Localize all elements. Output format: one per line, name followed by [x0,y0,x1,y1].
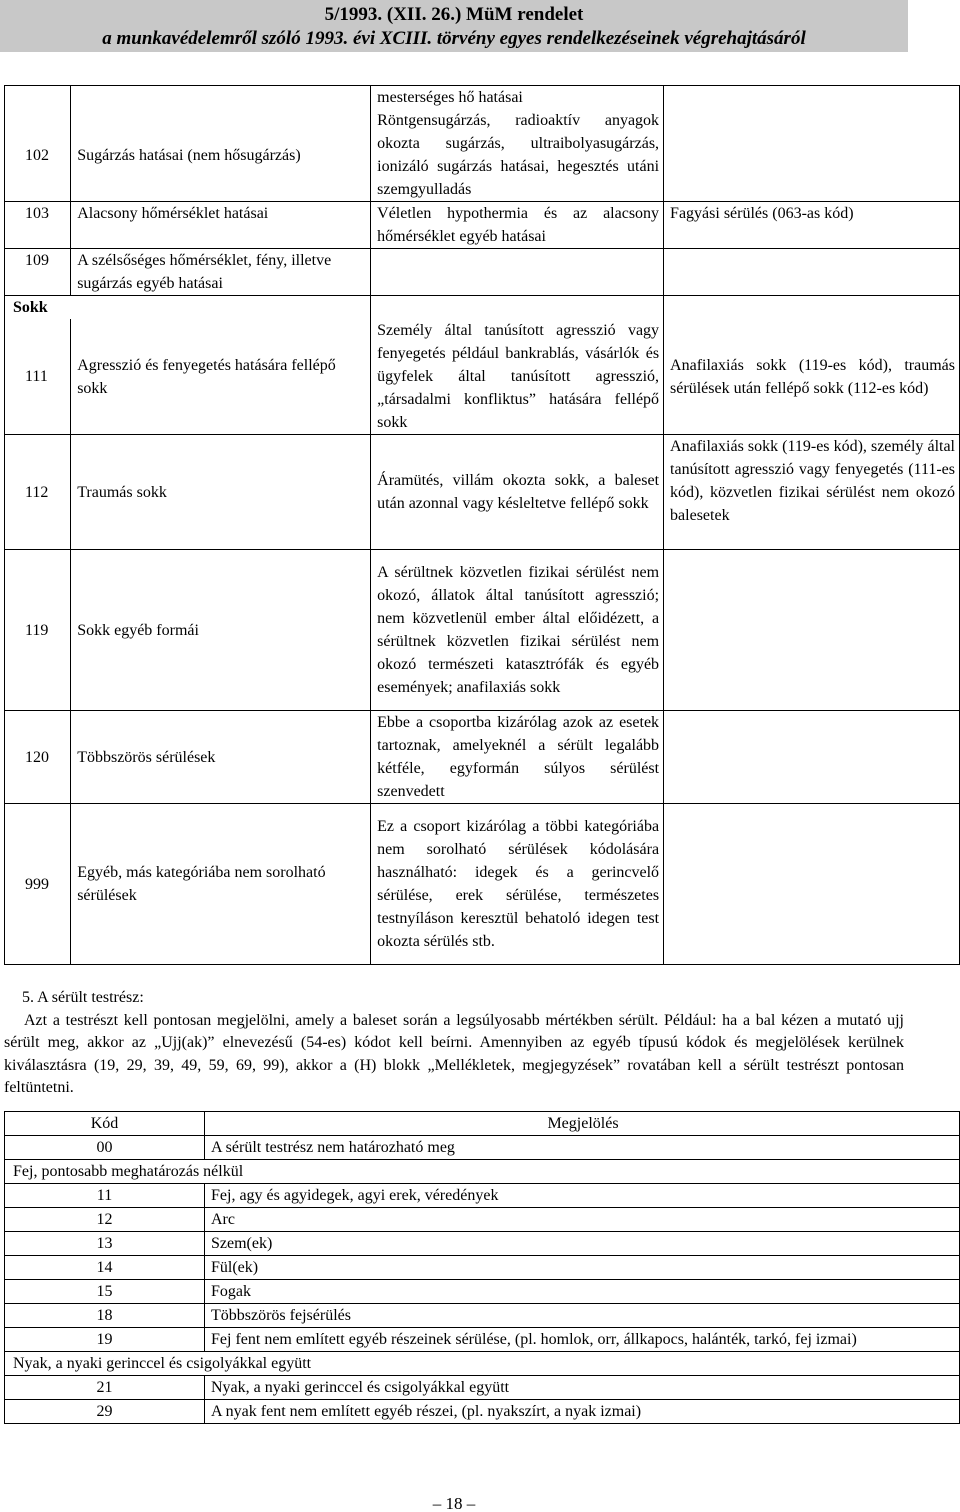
name-cell: Traumás sokk [71,435,371,550]
desc-cell [371,249,664,296]
code-cell: 109 [5,249,71,296]
table-row [5,202,960,249]
code-cell: 11 [5,1184,205,1208]
code-cell: 120 [5,711,71,804]
table-row [5,1304,960,1328]
page-header [0,0,908,52]
desc-cell: mesterséges hő hatásai [371,86,664,110]
table-row [5,1232,960,1256]
body-part-codes-table [4,1111,960,1424]
page-number: – 18 – [432,1494,476,1512]
desc-cell: Ez a csoport kizárólag a többi kategóriába nem sorolható sérülések kódolására használható: idegek és a gerincvelő sérülése, erek sérülése, természetes testnyíláson keresztül behatoló idegen test okozta sérülés stb. [371,804,664,965]
note-cell [664,550,960,711]
desc-cell: Röntgensugárzás, radioaktív anyagok okozta sugárzás, ultraibolyasugárzás, ionizáló sugárzás hatásai, hegesztés utáni szemgyulladás [371,109,664,202]
table-row [5,711,960,804]
column-header-label: Megjelölés [205,1112,960,1136]
table-row [5,1352,960,1376]
label-cell: Fej fent nem említett egyéb részeinek sérülése, (pl. homlok, orr, állkapocs, halánték, tarkó, fej izmai) [205,1328,960,1352]
table-row [5,1160,960,1184]
code-cell: 119 [5,550,71,711]
label-cell: Arc [205,1208,960,1232]
group-heading: Nyak, a nyaki gerinccel és csigolyákkal együtt [5,1352,960,1376]
note-cell [664,109,960,202]
table-row [5,1136,960,1160]
code-cell: 12 [5,1208,205,1232]
table-row [5,319,960,435]
code-cell: 15 [5,1280,205,1304]
table-row [5,435,960,550]
section-paragraph: Azt a testrészt kell pontosan megjelölni, amely a baleset során a legsúlyosabb mértékben sérült. Például: ha a bal kézen a mutató ujj sérült meg, akkor az „Ujj(ak)” elnevezésű (54-es) kódot kell beírni. Amennyiben az egyéb típusú kódok és megjelölések kerülnek kiválasztásra (19, 29, 39, 49, 59, 69, 99), akkor a (H) blokk „Mellékletek, megjegyzések” rovatában kell a sérült testrészt pontosan feltüntetni. [4,1011,904,1096]
table-row [5,249,960,296]
table-row [5,550,960,711]
code-cell: 29 [5,1400,205,1424]
table-row [5,1208,960,1232]
label-cell: Fül(ek) [205,1256,960,1280]
label-cell: Fogak [205,1280,960,1304]
note-cell [664,711,960,804]
column-header-code: Kód [5,1112,205,1136]
label-cell: Fej, agy és agyidegek, agyi erek, véredények [205,1184,960,1208]
group-heading: Fej, pontosabb meghatározás nélkül [5,1160,960,1184]
desc-cell: Véletlen hypothermia és az alacsony hőmérséklet egyéb hatásai [371,202,664,249]
code-cell: 102 [5,109,71,202]
name-cell: A szélsőséges hőmérséklet, fény, illetve sugárzás egyéb hatásai [71,249,371,296]
table-row [5,109,960,202]
name-cell: Alacsony hőmérséklet hatásai [71,202,371,249]
name-cell: Többszörös sérülések [71,711,371,804]
header-title: 5/1993. (XII. 26.) MüM rendelet [324,4,584,25]
group-heading: Sokk [5,296,371,320]
note-cell: Fagyási sérülés (063-as kód) [664,202,960,249]
note-cell [664,249,960,296]
table-row [5,1184,960,1208]
table-row [5,1256,960,1280]
label-cell: A nyak fent nem említett egyéb részei, (pl. nyakszírt, a nyak izmai) [205,1400,960,1424]
label-cell: Nyak, a nyaki gerinccel és csigolyákkal együtt [205,1376,960,1400]
desc-cell: A sérültnek közvetlen fizikai sérülést nem okozó, állatok által tanúsított agresszió; nem közvetlenül ember által előidézett, a sérültnek közvetlen fizikai sérülést nem okozó természeti katasztrófák és egyéb események; anafilaxiás sokk [371,550,664,711]
label-cell: Szem(ek) [205,1232,960,1256]
code-cell: 112 [5,435,71,550]
label-cell: Többszörös fejsérülés [205,1304,960,1328]
table-row [5,804,960,965]
table-row [5,1280,960,1304]
name-cell: Sokk egyéb formái [71,550,371,711]
table-row [5,86,960,110]
code-cell: 00 [5,1136,205,1160]
table-header-row [5,1112,960,1136]
code-cell: 111 [5,319,71,435]
code-cell: 103 [5,202,71,249]
header-subtitle: a munkavédelemről szóló 1993. évi XCIII. törvény egyes rendelkezéseinek végrehajtásáról [102,28,806,49]
section-heading: 5. A sérült testrész: [22,989,144,1006]
name-cell: Sugárzás hatásai (nem hősugárzás) [71,109,371,202]
name-cell: Agresszió és fenyegetés hatására fellépő sokk [71,319,371,435]
label-cell: A sérült testrész nem határozható meg [205,1136,960,1160]
note-cell [664,804,960,965]
code-cell: 18 [5,1304,205,1328]
section-5 [4,987,904,1100]
table-row [5,296,960,320]
desc-cell: Személy által tanúsított agresszió vagy fenyegetés például bankrablás, vásárlók és ügyfelek által tanúsított agresszió, „társadalmi konfliktus” hatására fellépő sokk [371,319,664,435]
note-cell: Anafilaxiás sokk (119-es kód), személy által tanúsított agresszió vagy fenyegetés (111-es kód), közvetlen fizikai sérülést nem okozó balesetek [664,435,960,550]
code-cell: 21 [5,1376,205,1400]
code-cell: 19 [5,1328,205,1352]
name-cell: Egyéb, más kategóriába nem sorolható sérülések [71,804,371,965]
table-row [5,1400,960,1424]
code-cell: 999 [5,804,71,965]
note-cell: Anafilaxiás sokk (119-es kód), traumás sérülések után fellépő sokk (112-es kód) [664,319,960,435]
desc-cell: Áramütés, villám okozta sokk, a baleset után azonnal vagy késleltetve fellépő sokk [371,435,664,550]
desc-cell: Ebbe a csoportba kizárólag azok az esetek tartoznak, amelyeknél a sérült legalább kétféle, egyformán súlyos sérülést szenvedett [371,711,664,804]
code-cell: 13 [5,1232,205,1256]
table-row [5,1328,960,1352]
injury-type-table [4,85,960,965]
table-row [5,1376,960,1400]
code-cell: 14 [5,1256,205,1280]
